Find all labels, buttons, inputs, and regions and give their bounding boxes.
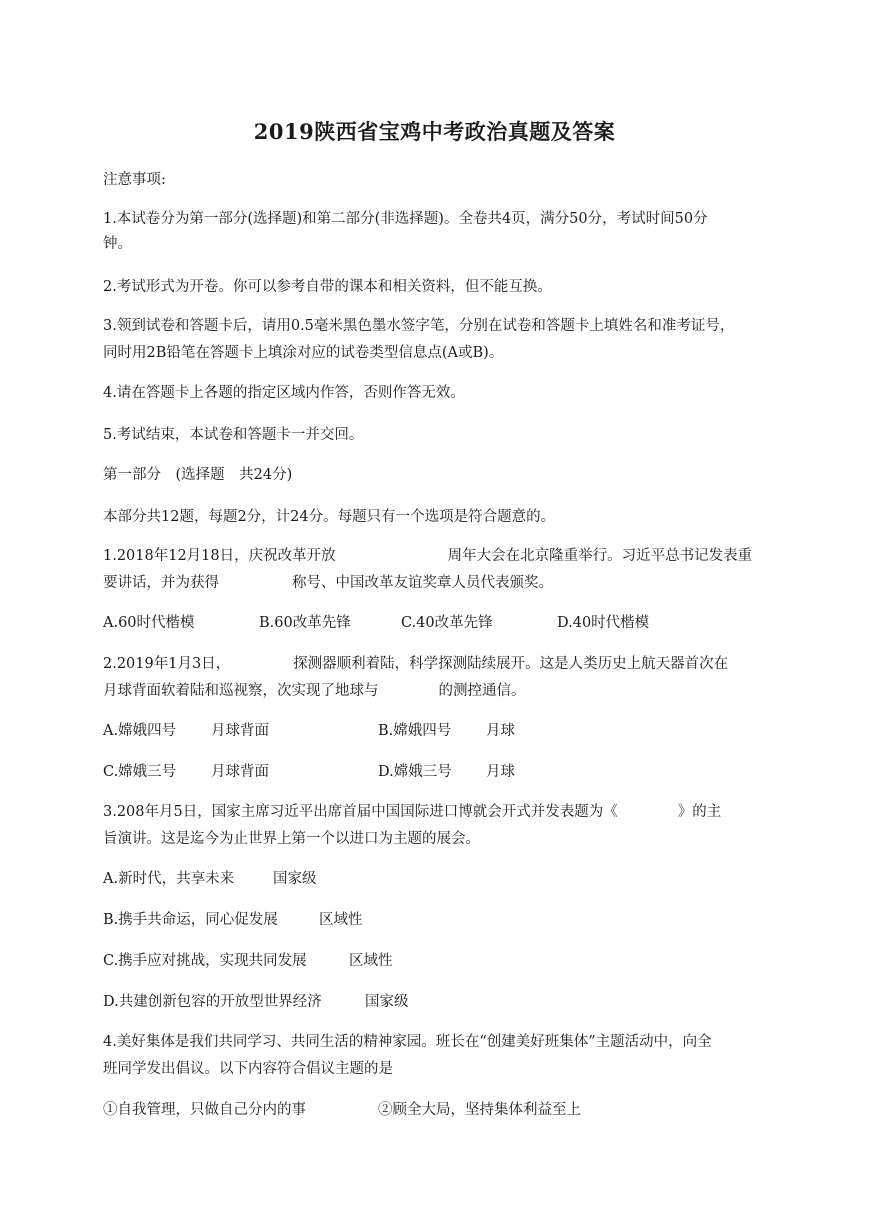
notice-3-cont: 同时用2B铅笔在答题卡上填涂对应的试卷类型信息点(A或B)。 — [103, 345, 504, 361]
q2-line1b: 探测器顺利着陆，科学探测陆续展开。这是人类历史上航天器首次在 — [293, 656, 729, 672]
q1-option-c: C.40改革先锋 — [401, 615, 493, 631]
q2-option-c: C.嫦娥三号 — [103, 764, 177, 780]
q4-line1: 4.美好集体是我们共同学习、共同生活的精神家园。班长在“创建美好班集体”主题活动中，向全 — [103, 1034, 712, 1050]
q2-line2b: 的测控通信。 — [438, 683, 526, 699]
notice-heading: 注意事项: — [103, 172, 166, 188]
q4-item-2: ②顾全大局，坚持集体利益至上 — [378, 1102, 581, 1118]
q3-option-c-2: 区域性 — [349, 953, 393, 969]
q3-option-b: B.携手共命运，同心促发展 — [103, 912, 278, 928]
q1-line2b: 称号、中国改革友谊奖章人员代表颁奖。 — [292, 575, 553, 591]
notice-1-cont: 钟。 — [103, 236, 132, 252]
q3-option-d: D.共建创新包容的开放型世界经济 — [103, 994, 322, 1010]
document-title: 2019陕西省宝鸡中考政治真题及答案 — [253, 119, 616, 144]
q1-line1 — [103, 546, 752, 566]
q3-option-b-2: 区域性 — [319, 912, 363, 928]
q1-line2 — [103, 573, 553, 593]
q1-option-b: B.60改革先锋 — [259, 615, 351, 631]
q2-option-b-2: 月球 — [486, 723, 515, 739]
q1-option-d: D.40时代楷模 — [557, 615, 650, 631]
q2-option-a-2: 月球背面 — [211, 723, 269, 739]
notice-4: 4.请在答题卡上各题的指定区域内作答，否则作答无效。 — [103, 385, 465, 401]
q2-option-d: D.嫦娥三号 — [378, 764, 452, 780]
q3-option-d-2: 国家级 — [365, 994, 409, 1010]
q3-line1 — [103, 802, 721, 822]
notice-2: 2.考试形式为开卷。你可以参考自带的课本和相关资料，但不能互换。 — [103, 279, 552, 295]
q3-line2: 旨演讲。这是迄今为止世界上第一个以进口为主题的展会。 — [103, 831, 480, 847]
notice-5: 5.考试结束，本试卷和答题卡一并交回。 — [103, 427, 364, 443]
notice-3: 3.领到试卷和答题卡后，请用0.5毫米黑色墨水签字笔，分别在试卷和答题卡上填姓名和准考证号， — [103, 318, 735, 334]
q2-option-b: B.嫦娥四号 — [378, 723, 452, 739]
q1-line1a: 1.2018年12月18日，庆祝改革开放 — [103, 548, 336, 564]
q1-option-a: A.60时代楷模 — [103, 615, 195, 631]
part1-intro: 本部分共12题，每题2分，计24分。每题只有一个选项是符合题意的。 — [103, 509, 556, 525]
q2-option-a: A.嫦娥四号 — [103, 723, 177, 739]
q3-line1a: 3.208年月5日，国家主席习近平出席首届中国国际进口博就会开式并发表题为《 — [103, 804, 618, 820]
q4-line2: 班同学发出倡议。以下内容符合倡议主题的是 — [103, 1061, 393, 1077]
q2-option-d-2: 月球 — [486, 764, 515, 780]
q1-line1b: 周年大会在北京隆重举行。习近平总书记发表重 — [447, 548, 753, 564]
part1-heading: 第一部分 (选择题 共24分) — [103, 467, 293, 483]
q4-item-1: ①自我管理，只做自己分内的事 — [103, 1102, 306, 1118]
q1-line2a: 要讲话，并为获得 — [103, 575, 219, 591]
q3-line1b: 》的主 — [677, 804, 722, 820]
q3-option-a: A.新时代，共享未来 — [103, 871, 235, 887]
q2-line2a: 月球背面软着陆和巡视察，次实现了地球与 — [103, 683, 379, 699]
q2-option-c-2: 月球背面 — [211, 764, 269, 780]
q2-line1 — [103, 654, 728, 674]
q3-option-c: C.携手应对挑战，实现共同发展 — [103, 953, 307, 969]
q2-line1a: 2.2019年1月3日， — [103, 656, 231, 672]
notice-1: 1.本试卷分为第一部分(选择题)和第二部分(非选择题)。全卷共4页，满分50分，考试时间50分 — [103, 211, 708, 227]
q3-option-a-2: 国家级 — [273, 871, 317, 887]
q2-line2 — [103, 681, 526, 701]
